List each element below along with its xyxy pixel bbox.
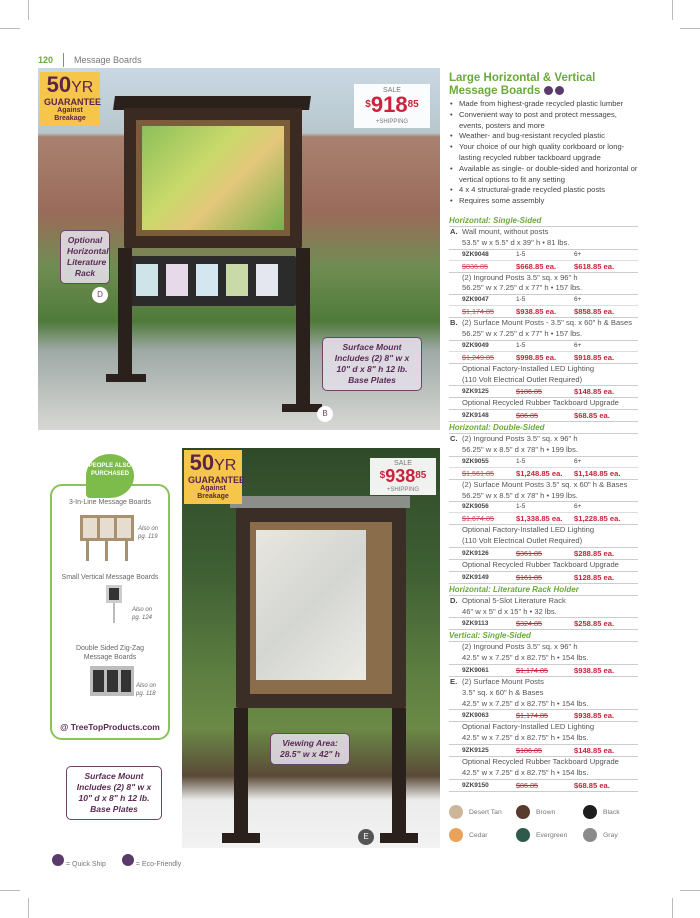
literature-rack-callout: Optional Horizontal Literature Rack: [60, 230, 110, 284]
post-left: [234, 708, 248, 838]
sale-price-tier2: $1,148.85 ea.: [574, 468, 621, 478]
original-price: $1,174.85: [516, 665, 548, 675]
desc-line: (2) Inground Posts 3.5" sq. x 96" h: [462, 642, 578, 652]
swatch-evergreen[interactable]: [516, 828, 583, 842]
vertical-board-frame: [236, 508, 406, 708]
price-dollars: 918: [370, 92, 408, 117]
swatch-black[interactable]: [583, 805, 649, 819]
qty-tier: 6+: [574, 341, 582, 349]
sku-price-row: [449, 780, 638, 792]
price-row: [449, 306, 638, 318]
sku: 9ZK9150: [462, 781, 489, 789]
original-price: $836.85: [462, 261, 488, 271]
badge-d: D: [92, 287, 108, 303]
badge-e: E: [358, 829, 374, 845]
viewing-area-callout: Viewing Area: 28.5" w x 42" h: [270, 733, 350, 765]
guarantee-years: 50: [46, 72, 72, 97]
post-right: [392, 708, 406, 838]
qty-tier: 1-5: [516, 503, 526, 511]
page-number: 120: [38, 55, 54, 65]
item-description: [449, 596, 638, 619]
sku: 9ZK9113: [462, 620, 489, 628]
sku: 9ZK9048: [462, 250, 489, 258]
qty-tier: 1-5: [516, 250, 526, 258]
message-board-frame: [124, 108, 302, 248]
desc-line: Optional Recycled Rubber Tackboard Upgrade: [462, 756, 619, 766]
qty-tier: 6+: [574, 457, 582, 465]
header-divider: [63, 53, 64, 67]
item-description: [449, 642, 638, 665]
guarantee-unit: YR: [71, 79, 94, 96]
literature-rack: [130, 256, 296, 306]
color-name: Evergreen: [536, 831, 568, 839]
also-item-name[interactable]: Double Sided Zig-Zag Message Boards: [75, 645, 145, 661]
mini-panel: [107, 670, 118, 692]
desc-line: 46" w x 5" d x 15" h • 32 lbs.: [462, 606, 557, 616]
sale-price: [373, 467, 433, 487]
desc-line: Optional Factory-Installed LED Lighting: [462, 722, 595, 732]
desc-line: Optional Recycled Rubber Tackboard Upgrade: [462, 559, 619, 569]
swatch-desert-tan[interactable]: [449, 805, 516, 819]
crop-mark: [28, 0, 29, 20]
desc-line: 56.25" w x 7.25" d x 77" h • 157 lbs.: [462, 283, 583, 293]
sku-row: [449, 250, 638, 261]
desc-line: 3.5" sq. x 60" h & Bases: [462, 687, 544, 697]
sale-price-box: [370, 458, 436, 495]
sku: 9ZK9056: [462, 503, 489, 511]
section-heading: Vertical: Single-Sided: [449, 630, 638, 642]
desc-line: Optional 5-Slot Literature Rack: [462, 595, 566, 605]
also-item-page-ref[interactable]: Also on pg. 119: [138, 526, 159, 540]
post-right: [296, 248, 310, 408]
item-description: [449, 480, 638, 503]
original-price: $1,249.85: [462, 352, 494, 362]
sku: 9ZK9055: [462, 457, 489, 465]
guarantee-sub: Against Breakage: [54, 107, 86, 122]
item-description: [449, 227, 638, 250]
original-price: $1,561.85: [462, 468, 494, 478]
guarantee-badge: [40, 72, 100, 126]
mini-panel: [109, 588, 119, 600]
sale-price: $938.85 ea.: [574, 665, 615, 675]
sku: 9ZK9125: [462, 388, 489, 396]
sku-price-row: [449, 548, 638, 560]
original-price: $361.85: [516, 548, 542, 558]
original-price: $324.85: [516, 619, 542, 629]
base-plate-left: [106, 374, 146, 382]
guarantee-sub: Against Breakage: [197, 485, 229, 500]
sku-price-row: [449, 665, 638, 677]
eco-friendly-icon: [555, 86, 564, 95]
also-item-page-ref[interactable]: Also on pg. 118: [136, 683, 157, 697]
base-plate-right: [282, 404, 322, 412]
qty-tier: 6+: [574, 503, 582, 511]
swatch-brown[interactable]: [516, 805, 583, 819]
quick-ship-icon: [52, 854, 64, 866]
mini-panel: [100, 518, 114, 538]
also-item-name[interactable]: 3-In-Line Message Boards: [68, 499, 152, 506]
sku-row: [449, 502, 638, 513]
original-price: $1,174.85: [462, 307, 494, 317]
feature-item: • Weather- and bug-resistant recycled plastic: [449, 131, 639, 142]
desc-line: 42.5" w x 7.25" d x 82.75" h • 154 lbs.: [462, 767, 589, 777]
also-item-page-ref[interactable]: Also on pg. 124: [132, 607, 153, 621]
item-description: [449, 677, 638, 710]
also-purchased-badge: PEOPLE ALSO PURCHASED: [86, 454, 134, 498]
sku-row: [449, 457, 638, 468]
three-in-line-board-image: [80, 511, 134, 561]
crop-mark: [0, 890, 20, 891]
desc-line: 42.5" w x 7.25" d x 82.75" h • 154 lbs.: [462, 698, 589, 708]
badge-b: B: [317, 406, 333, 422]
sku: 9ZK9125: [462, 746, 489, 754]
original-price: $161.85: [516, 572, 542, 582]
icon-legend: [52, 854, 181, 868]
quick-ship-icon: [544, 86, 553, 95]
feature-item: • Available as single- or double-sided and horizontal or vertical options to fit any setting: [449, 164, 639, 186]
desc-line: (2) Surface Mount Posts: [462, 676, 544, 686]
feature-list: [449, 99, 639, 207]
price-cents: 85: [407, 99, 419, 110]
desc-line: (2) Inground Posts 3.5" sq. x 96" h: [462, 434, 578, 444]
eco-friendly-legend: [122, 854, 181, 868]
color-swatches: [449, 805, 649, 842]
brochure: [136, 264, 158, 296]
feature-item: • Convenient way to post and protect messages, events, posters and more: [449, 110, 639, 132]
vertical-board-photo: [182, 448, 440, 848]
eco-friendly-label: = Eco-Friendly: [135, 861, 182, 868]
original-price: $1,174.85: [516, 711, 548, 721]
item-letter: A.: [450, 227, 458, 236]
sale-label: SALE: [394, 460, 412, 467]
item-description: [449, 722, 638, 745]
sale-price: $938.85 ea.: [574, 711, 615, 721]
also-item-name[interactable]: Small Vertical Message Boards: [61, 574, 159, 581]
item-letter: B.: [450, 318, 458, 328]
item-description: [449, 525, 638, 548]
price-row: [449, 513, 638, 525]
swatch-cedar[interactable]: [449, 828, 516, 842]
board-roof: [230, 496, 410, 508]
price-cents: 85: [415, 470, 427, 481]
guarantee-label: GUARANTEE: [188, 475, 246, 485]
qty-tier: 6+: [574, 250, 582, 258]
price-catalog: [449, 215, 638, 792]
product-title-text: Large Horizontal & Vertical Message Boards: [449, 72, 596, 97]
sale-price: $258.85 ea.: [574, 619, 615, 629]
eco-friendly-icon: [122, 854, 134, 866]
guarantee-unit: YR: [214, 457, 237, 474]
small-vertical-board-image: [106, 585, 122, 625]
sale-price-tier1: $1,248.85 ea.: [516, 468, 563, 478]
sale-price: [359, 94, 425, 119]
product-title: [449, 72, 639, 98]
desc-line: (2) Surface Mount Posts - 3.5" sq. x 60" h & Bases: [462, 318, 632, 328]
page-header: [38, 53, 142, 67]
product-icons: [544, 86, 564, 95]
sale-price: $288.85 ea.: [574, 548, 615, 558]
color-name: Black: [603, 808, 620, 816]
sale-price-tier1: $998.85 ea.: [516, 352, 557, 362]
currency: $: [365, 99, 371, 110]
sale-price-tier1: $938.85 ea.: [516, 307, 557, 317]
mini-post: [86, 541, 89, 561]
section-heading: Horizontal: Double-Sided: [449, 422, 638, 434]
desc-line: Optional Factory-Installed LED Lighting: [462, 525, 595, 535]
feature-item: • Requires some assembly: [449, 196, 639, 207]
original-price: $86.85: [516, 780, 538, 790]
desc-line: 56.25" w x 7.25" d x 77" h • 157 lbs.: [462, 328, 583, 338]
item-description: [449, 398, 638, 410]
qty-tier: 6+: [574, 296, 582, 304]
qty-tier: 1-5: [516, 296, 526, 304]
sale-price: $148.85 ea.: [574, 745, 615, 755]
color-dot: [583, 805, 597, 819]
product-info: [449, 72, 639, 207]
sale-price-tier1: $668.85 ea.: [516, 261, 557, 271]
item-description: [449, 318, 638, 341]
color-dot: [516, 828, 530, 842]
crop-mark: [672, 0, 673, 20]
shipping-note: +SHIPPING: [386, 487, 420, 493]
desc-line: Optional Recycled Rubber Tackboard Upgrade: [462, 398, 619, 408]
surface-mount-callout: Surface Mount Includes (2) 8" w x 10" d x 8" h 12 lb. Base Plates: [66, 766, 162, 820]
desc-line: Wall mount, without posts: [462, 227, 549, 236]
original-price: $186.85: [516, 387, 542, 397]
sku: 9ZK9149: [462, 573, 489, 581]
item-letter: C.: [450, 434, 458, 444]
desc-line: (110 Volt Electrical Outlet Required): [462, 536, 583, 546]
original-price: $186.85: [516, 745, 542, 755]
mini-panel: [93, 670, 104, 692]
feature-item: • 4 x 4 structural-grade recycled plastic posts: [449, 185, 639, 196]
zig-zag-board-image: [90, 666, 134, 710]
sku: 9ZK9047: [462, 296, 489, 304]
zoo-map-poster: [142, 126, 284, 230]
website-link[interactable]: @ TreeTopProducts.com: [60, 722, 160, 732]
sku-price-row: [449, 618, 638, 630]
sale-price-tier2: $858.85 ea.: [574, 307, 615, 317]
sale-price-tier2: $1,228.85 ea.: [574, 514, 621, 524]
color-dot: [449, 805, 463, 819]
desc-line: 53.5" w x 5.5" d x 39" h • 81 lbs.: [462, 237, 570, 247]
sale-price-tier2: $918.85 ea.: [574, 352, 615, 362]
guarantee-badge: [184, 450, 246, 504]
section-title: Message Boards: [74, 55, 142, 65]
item-description: [449, 560, 638, 572]
item-letter: D.: [450, 595, 458, 605]
desc-line: 56.25" w x 8.5" d x 78" h • 199 lbs.: [462, 490, 578, 500]
feature-item: • Made from highest-grade recycled plastic lumber: [449, 99, 639, 110]
mini-post: [113, 603, 115, 623]
sku: 9ZK9061: [462, 666, 489, 674]
brochure: [166, 264, 188, 296]
mini-post: [105, 541, 108, 561]
color-dot: [516, 805, 530, 819]
crop-mark: [28, 898, 29, 918]
item-description: [449, 364, 638, 387]
brochure: [226, 264, 248, 296]
color-name: Cedar: [469, 831, 488, 839]
map-poster: [256, 530, 366, 680]
qty-tier: 1-5: [516, 341, 526, 349]
original-price: $1,674.85: [462, 514, 494, 524]
item-letter: E.: [450, 676, 458, 686]
crop-mark: [672, 898, 673, 918]
desc-line: 42.5" w x 7.25" d x 82.75" h • 154 lbs.: [462, 733, 589, 743]
guarantee-years: 50: [189, 450, 215, 475]
post-left: [118, 248, 132, 378]
board-cork: [250, 522, 392, 694]
currency: $: [379, 470, 386, 481]
sale-price: $68.85 ea.: [574, 411, 610, 421]
sku: 9ZK9126: [462, 549, 489, 557]
original-price: $86.85: [516, 411, 538, 421]
quick-ship-legend: [52, 854, 106, 868]
sku-price-row: [449, 710, 638, 722]
sale-price: $68.85 ea.: [574, 780, 610, 790]
board-cork: [136, 120, 290, 236]
base-plate-left: [222, 833, 260, 843]
mini-panel: [83, 518, 97, 538]
qty-tier: 1-5: [516, 457, 526, 465]
guarantee-label: GUARANTEE: [44, 97, 102, 107]
color-dot: [449, 828, 463, 842]
sale-price-box: [354, 84, 430, 128]
base-plate-right: [380, 833, 418, 843]
desc-line: 42.5" w x 7.25" d x 82.75" h • 154 lbs.: [462, 653, 589, 663]
sku: 9ZK9148: [462, 412, 489, 420]
sku-price-row: [449, 745, 638, 757]
crop-mark: [0, 28, 20, 29]
item-description: [449, 434, 638, 457]
mini-panel: [117, 518, 131, 538]
desc-line: (110 Volt Electrical Outlet Required): [462, 374, 583, 384]
sku-price-row: [449, 386, 638, 398]
mini-post: [125, 541, 128, 561]
crop-mark: [680, 890, 700, 891]
color-name: Gray: [603, 831, 618, 839]
sale-price: $148.85 ea.: [574, 387, 615, 397]
desc-line: 56.25" w x 8.5" d x 78" h • 199 lbs.: [462, 444, 578, 454]
sale-price-tier2: $618.85 ea.: [574, 261, 615, 271]
color-name: Desert Tan: [469, 808, 502, 816]
quick-ship-label: = Quick Ship: [66, 861, 106, 868]
sku: 9ZK9049: [462, 341, 489, 349]
price-row: [449, 261, 638, 273]
item-description: [449, 273, 638, 296]
desc-line: (2) Surface Mount Posts 3.5" sq. x 60" h & Bases: [462, 479, 628, 489]
sku: 9ZK9063: [462, 712, 489, 720]
section-heading: Horizontal: Single-Sided: [449, 215, 638, 227]
swatch-gray[interactable]: [583, 828, 649, 842]
price-dollars: 938: [385, 466, 416, 486]
sale-label: SALE: [383, 87, 401, 94]
brochure: [196, 264, 218, 296]
surface-mount-callout: Surface Mount Includes (2) 8" w x 10" d x 8" h 12 lb. Base Plates: [322, 337, 422, 391]
crop-mark: [680, 28, 700, 29]
mini-panel: [121, 670, 131, 692]
brochure: [256, 264, 278, 296]
sku-price-row: [449, 572, 638, 584]
item-description: [449, 757, 638, 780]
price-row: [449, 468, 638, 480]
shipping-note: +SHIPPING: [375, 119, 409, 125]
color-dot: [583, 828, 597, 842]
sale-price: $128.85 ea.: [574, 572, 615, 582]
section-heading: Horizontal: Literature Rack Holder: [449, 584, 638, 596]
feature-item: • Your choice of our high quality corkboard or long-lasting recycled rubber tackboard upgrade: [449, 142, 639, 164]
sale-price-tier1: $1,338.85 ea.: [516, 514, 563, 524]
desc-line: Optional Factory-Installed LED Lighting: [462, 363, 595, 373]
color-name: Brown: [536, 808, 556, 816]
desc-line: (2) Inground Posts 3.5" sq. x 96" h: [462, 272, 578, 282]
sku-row: [449, 341, 638, 352]
price-row: [449, 352, 638, 364]
sku-row: [449, 295, 638, 306]
sku-price-row: [449, 410, 638, 422]
